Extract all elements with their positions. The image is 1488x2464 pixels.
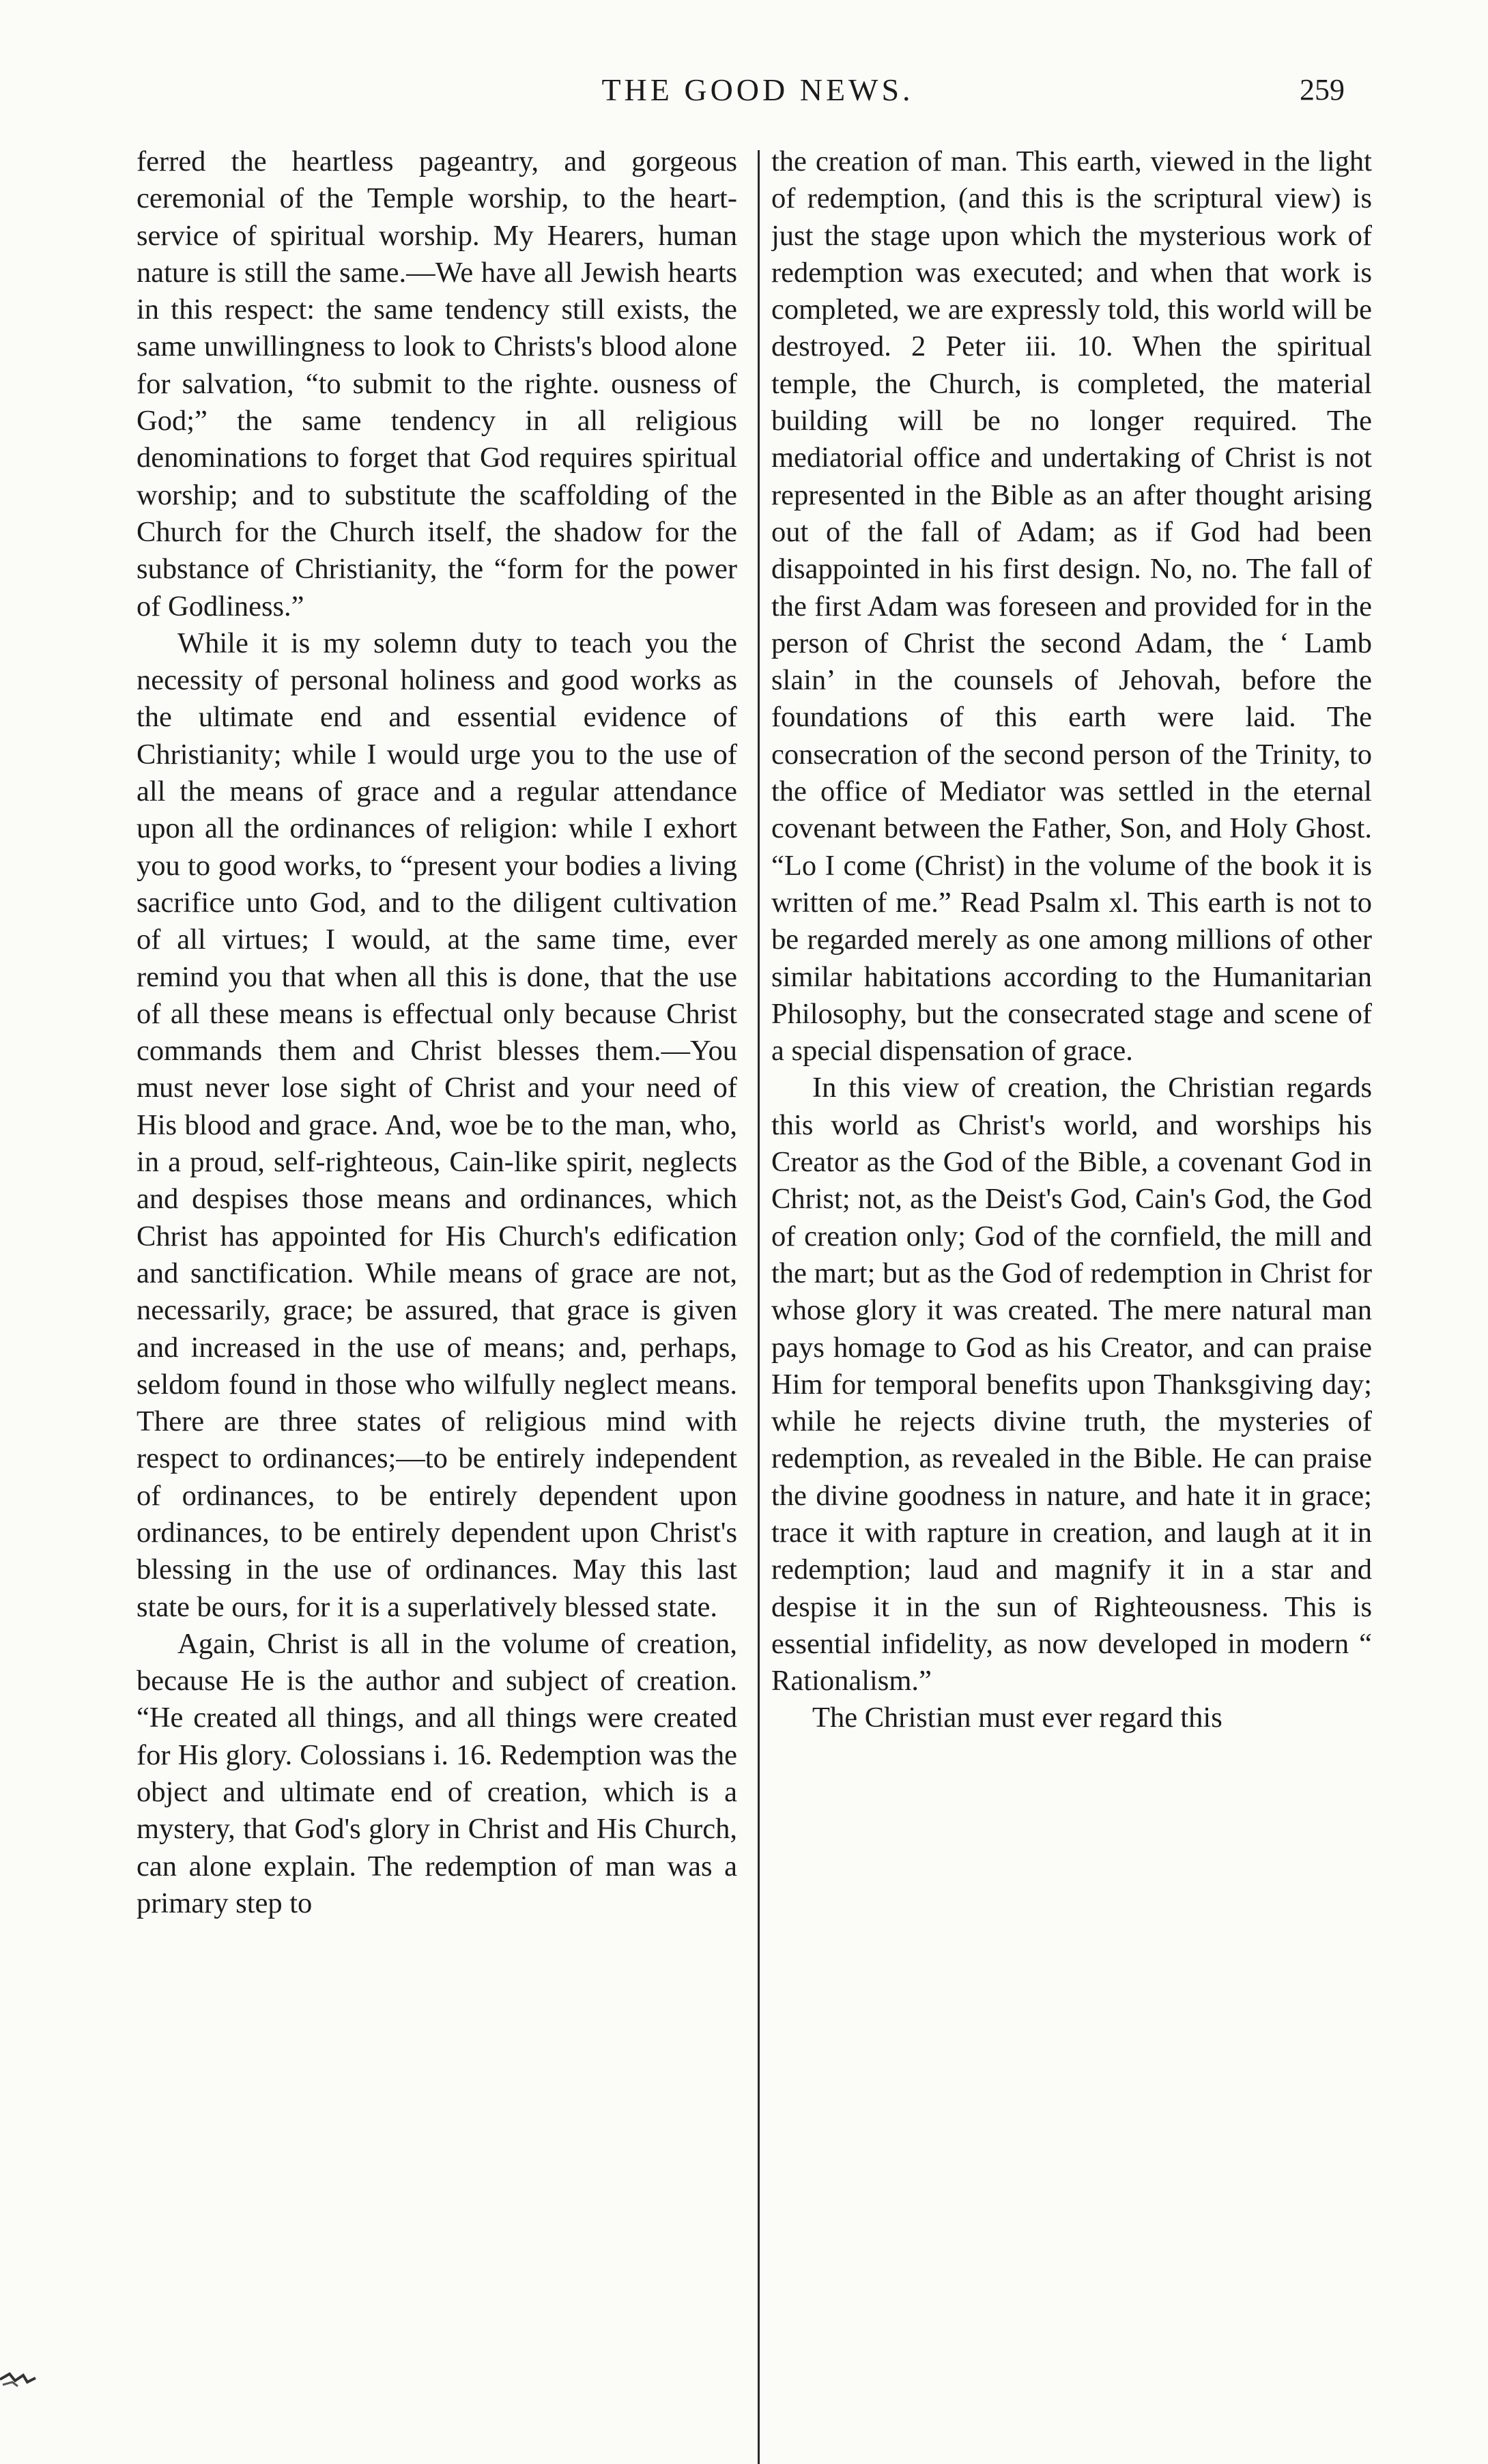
- paragraph: ferred the heartless pageantry, and gorgeous ceremonial of the Temple worship, to the heart-service of spiritual worship. My Hearers, human nature is still the same.—We have all Jewish hearts in this respect: the same tendency still exists, the same unwillingness to look to Christs's blood alone for salvation, “to submit to the righte. ousness of God;” the same tendency in all religious denominations to forget that God requires spiritual worship; and to substitute the scaffolding of the Church for the Church itself, the shadow for the substance of Christianity, the “form for the power of Godliness.”: [137, 145, 737, 622]
- running-head: [137, 63, 1379, 117]
- page-number: 259: [1300, 73, 1345, 106]
- paragraph: While it is my solemn duty to teach you the necessity of personal holiness and good works as the ultimate end and essential evidence of Christianity; while I would urge you to the use of all the means of grace and a regular attendance upon all the ordinances of religion: while I exhort you to good works, to “present your bodies a living sacrifice unto God, and to the diligent cultivation of all virtues; I would, at the same time, ever remind you that when all this is done, that the use of all these means is effectual only because Christ commands them and Christ blesses them.—You must never lose sight of Christ and your need of His blood and grace. And, woe be to the man, who, in a proud, self-righteous, Cain-like spirit, neglects and despises those means and ordinances, which Christ has appointed for His Church's edification and sanctification. While means of grace are not, necessarily, grace; be assured, that grace is given and increased in the use of means; and, perhaps, seldom found in those who wilfully neglect means. There are three states of religious mind with respect to ordinances;—to be entirely independent of ordinances, to be entirely dependent upon ordinances, to be entirely dependent upon Christ's blessing in the use of ordinances. May this last state be ours, for it is a superlatively blessed state.: [137, 627, 737, 1623]
- paragraph: Again, Christ is all in the volume of creation, because He is the author and subject of creation. “He created all things, and all things were created for His glory. Colossians i. 16. Redemption was the object and ultimate end of creation, which is a mystery, that God's glory in Christ and His Church, can alone explain. The redemption of man was a primary step to: [137, 1627, 737, 1919]
- running-title: THE GOOD NEWS.: [601, 72, 914, 107]
- column-divider: [758, 150, 760, 2464]
- paragraph: the creation of man. This earth, viewed in the light of redemption, (and this is the scriptural view) is just the stage upon which the mysterious work of redemption was executed; and when that work is completed, we are expressly told, this world will be destroyed. 2 Peter iii. 10. When the spiritual temple, the Church, is completed, the material building will be no longer required. The mediatorial office and undertaking of Christ is not represented in the Bible as an after thought arising out of the fall of Adam; as if God had been disappointed in his first design. No, no. The fall of the first Adam was foreseen and provided for in the person of Christ the second Adam, the ‘ Lamb slain’ in the counsels of Jehovah, before the foundations of this earth were laid. The consecration of the second person of the Trinity, to the office of Mediator was settled in the eternal covenant between the Father, Son, and Holy Ghost. “Lo I come (Christ) in the volume of the book it is written of me.” Read Psalm xl. This earth is not to be regarded merely as one among millions of other similar habitations according to the Humanitarian Philosophy, but the consecrated stage and scene of a special dispensation of grace.: [771, 145, 1372, 1068]
- ink-smudge-mark: [0, 2367, 41, 2392]
- paragraph: In this view of creation, the Christian regards this world as Christ's world, and worships his Creator as the God of the Bible, a covenant God in Christ; not, as the Deist's God, Cain's God, the God of creation only; God of the cornfield, the mill and the mart; but as the God of redemption in Christ for whose glory it was created. The mere natural man pays homage to God as his Creator, and can praise Him for temporal benefits upon Thanksgiving day; while he rejects divine truth, the mysteries of redemption, as revealed in the Bible. He can praise the divine goodness in nature, and hate it in grace; trace it with rapture in creation, and laugh at it in redemption; laud and magnify it in a star and despise it in the sun of Righteousness. This is essential infidelity, as now developed in modern “ Rationalism.”: [771, 1072, 1372, 1697]
- right-column: [771, 143, 1372, 2314]
- paragraph: The Christian must ever regard this: [812, 1702, 1222, 1734]
- left-column: [137, 143, 737, 2314]
